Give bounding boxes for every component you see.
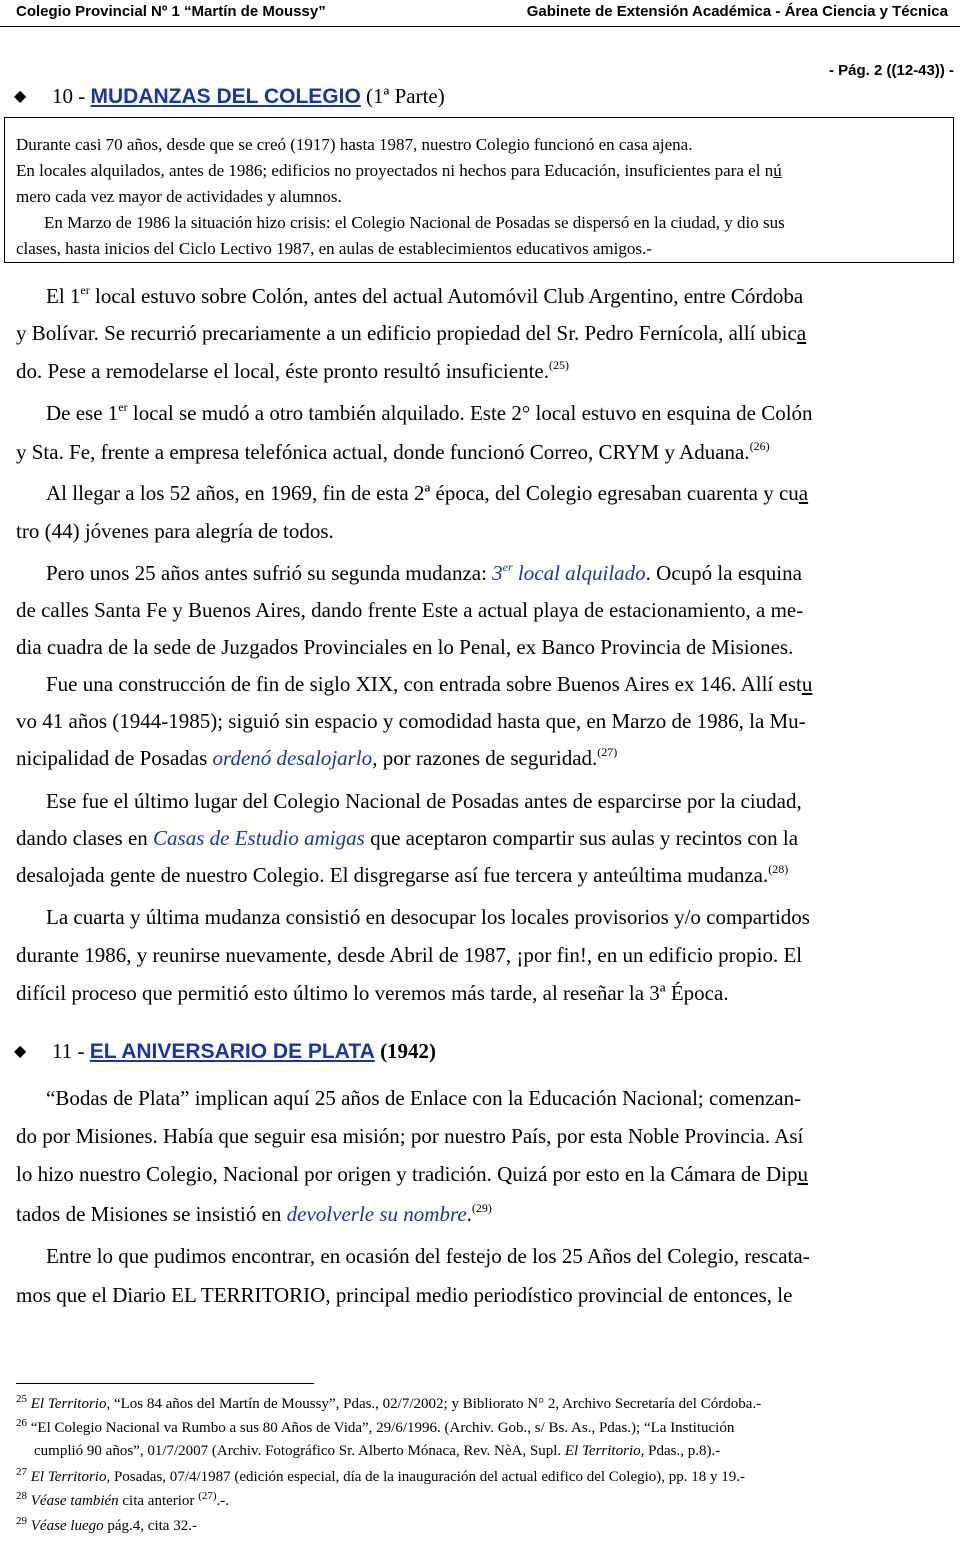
paragraph-line: De ese 1er local se mudó a otro también alquilado. Este 2° local estuvo en esquina de Colón <box>46 400 813 425</box>
summary-line: En Marzo de 1986 la situación hizo crisis: el Colegio Nacional de Posadas se dispersó en la ciudad, y dio sus <box>44 213 785 232</box>
summary-line: En locales alquilados, antes de 1986; edificios no proyectados ni hechos para Educación, insuficientes para el nú <box>16 161 782 180</box>
footnote-29: $^{29}$ Véase luego pág.4, cita 32.- <box>16 1515 197 1534</box>
footnote-ref-28: (28) <box>768 862 789 876</box>
footnote-28: $^{28}$ Véase también cita anterior $^{(27)}$.-. <box>16 1490 230 1509</box>
paragraph-line: Al llegar a los 52 años, en 1969, fin de esta 2ª época, del Colegio egresaban cuarenta y cua <box>46 481 809 505</box>
paragraph-line: de calles Santa Fe y Buenos Aires, dando frente Este a actual playa de estacionamiento, a me- <box>16 598 804 622</box>
paragraph-line: tro (44) jóvenes para alegría de todos. <box>16 519 334 543</box>
paragraph-line: “Bodas de Plata” implican aquí 25 años de Enlace con la Educación Nacional; comenzan- <box>46 1086 802 1110</box>
paragraph-line: mos que el Diario EL TERRITORIO, principal medio periodístico provincial de entonces, le <box>16 1283 793 1307</box>
paragraph-line: do. Pese a remodelarse el local, éste pronto resultó insuficiente.$^{(25)}$ <box>16 358 569 383</box>
paragraph-line: La cuarta y última mudanza consistió en desocupar los locales provisorios y/o compartidos <box>46 905 810 929</box>
paragraph-line: tados de Misiones se insistió en devolverle su nombre.$^{(29)}$ <box>16 1201 492 1226</box>
summary-line: mero cada vez mayor de actividades y alumnos. <box>16 187 342 206</box>
summary-line: clases, hasta inicios del Ciclo Lectivo 1987, en aulas de establecimientos educativos amigos.- <box>16 239 652 258</box>
paragraph-line: El 1er local estuvo sobre Colón, antes del actual Automóvil Club Argentino, entre Córdoba <box>46 283 804 308</box>
paragraph-line: desalojada gente de nuestro Colegio. El disgregarse así fue tercera y anteúltima mudanza.$^{(28)}$ <box>16 862 789 887</box>
paragraph-line: dia cuadra de la sede de Juzgados Provinciales en lo Penal, ex Banco Provincia de Misiones. <box>16 635 794 659</box>
footnote-ref-29: (29) <box>471 1201 492 1215</box>
paragraph-line: do por Misiones. Había que seguir esa misión; por nuestro País, por esta Noble Provincia. Así <box>16 1124 804 1148</box>
section-11-heading: ◆ 11 - EL ANIVERSARIO DE PLATA (1942) <box>14 1039 437 1063</box>
footnote-ref-27: (27) <box>597 745 618 759</box>
footnote-26: $^{26}$ “El Colegio Nacional va Rumbo a sus 80 Años de Vida”, 29/6/1996. (Archiv. Gob., s/ Bs. As., Pdas.); “La Institución <box>16 1417 735 1436</box>
section-10-title-link[interactable]: MUDANZAS DEL COLEGIO <box>90 85 361 108</box>
paragraph-line: y Bolívar. Se recurrió precariamente a un edificio propiedad del Sr. Pedro Fernícola, allí ubica <box>16 321 807 345</box>
paragraph-line: nicipalidad de Posadas ordenó desalojarlo, por razones de seguridad.$^{(27)}$ <box>16 745 618 770</box>
diamond-bullet-icon: ◆ <box>14 88 27 105</box>
section-11-title-link[interactable]: EL ANIVERSARIO DE PLATA <box>89 1040 375 1063</box>
footnote-ref-25: (25) <box>549 358 569 372</box>
paragraph-line: dando clases en Casas de Estudio amigas que aceptaron compartir sus aulas y recintos con la <box>16 826 799 850</box>
paragraph-line: durante 1986, y reunirse nuevamente, desde Abril de 1987, ¡por fin!, en un edificio propio. El <box>16 943 803 967</box>
page-header <box>0 0 960 27</box>
paragraph-line: Entre lo que pudimos encontrar, en ocasión del festejo de los 25 Años del Colegio, rescata- <box>46 1244 810 1268</box>
footnote-ref-26: (26) <box>749 439 770 453</box>
summary-line: Durante casi 70 años, desde que se creó (1917) hasta 1987, nuestro Colegio funcionó en casa ajena. <box>16 135 693 154</box>
footnote-27: $^{27}$ El Territorio, Posadas, 07/4/1987 (edición especial, día de la inauguración del actual edifico del Colegio), pp. 18 y 19.- <box>16 1466 746 1485</box>
diamond-bullet-icon: ◆ <box>14 1043 27 1060</box>
paragraph-line: Fue una construcción de fin de siglo XIX, con entrada sobre Buenos Aires ex 146. Allí estu <box>46 672 813 696</box>
paragraph-line: Ese fue el último lugar del Colegio Nacional de Posadas antes de esparcirse por la ciudad, <box>46 789 802 813</box>
footnote-26-cont: cumplió 90 años”, 01/7/2007 (Archiv. Fotográfico Sr. Alberto Mónaca, Rev. NèA, Supl. El Territorio, Pdas., p.8).- <box>34 1443 721 1459</box>
section-10-heading: ◆ 10 - MUDANZAS DEL COLEGIO (1ª Parte) <box>14 84 445 108</box>
footnote-25: $^{25}$ El Territorio, “Los 84 años del Martín de Moussy”, Pdas., 02/7/2002; y Bibliorato N° 2, Archivo Secretaría del Córdoba.- <box>16 1393 762 1412</box>
header-department: Gabinete de Extensión Académica - Área Ciencia y Técnica <box>526 3 948 20</box>
paragraph-line: y Sta. Fe, frente a empresa telefónica actual, donde funcionó Correo, CRYM y Aduana.$^{(26)}$ <box>16 439 770 464</box>
page-number: - Pág. 2 ((12-43)) - <box>828 62 954 79</box>
paragraph-line: lo hizo nuestro Colegio, Nacional por origen y tradición. Quizá por esto en la Cámara de Dipu <box>16 1162 808 1186</box>
footnote-separator <box>16 1383 314 1384</box>
paragraph-line: difícil proceso que permitió esto último lo veremos más tarde, al reseñar la 3ª Época. <box>16 981 729 1005</box>
header-school-name: Colegio Provincial Nº 1 “Martín de Moussy” <box>16 3 326 20</box>
paragraph-line: Pero unos 25 años antes sufrió su segunda mudanza: 3er local alquilado. Ocupó la esquina <box>46 560 802 585</box>
paragraph-line: vo 41 años (1944-1985); siguió sin espacio y comodidad hasta que, en Marzo de 1986, la Mu- <box>16 709 806 733</box>
